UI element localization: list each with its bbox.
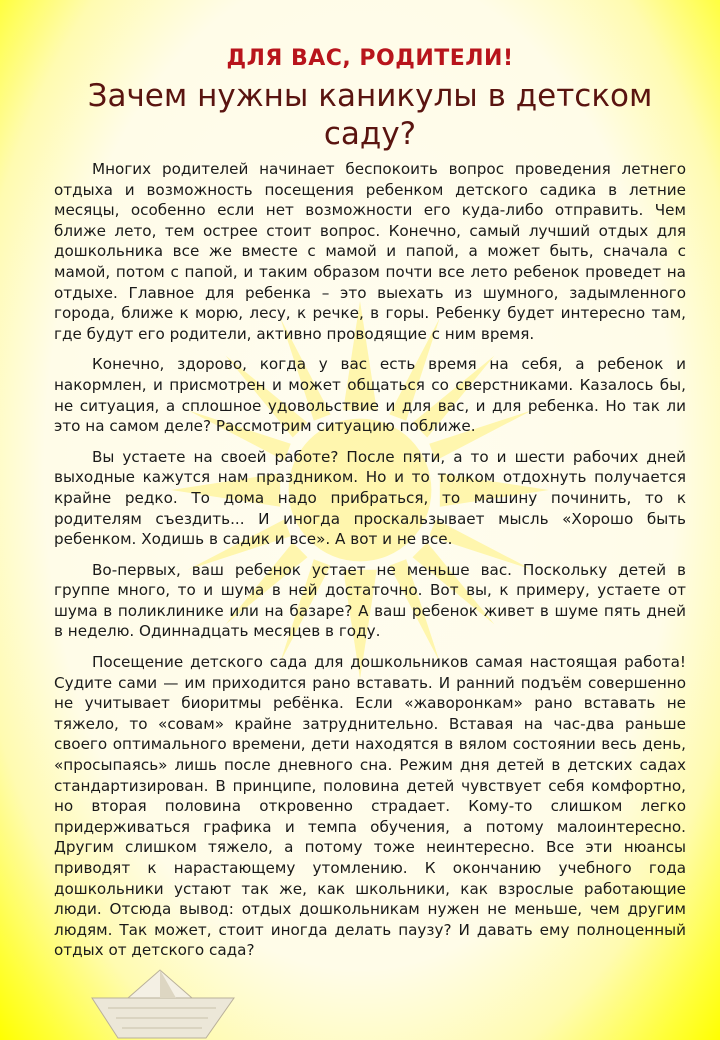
paragraph-2: Конечно, здорово, когда у вас есть время на себя, а ребенок и накормлен, и присмотрен и может общаться со сверстниками. Казалось бы, не ситуация, а сплошное удовольствие и для вас, и для ребенка. Но так ли это на самом деле? Рассмотрим ситуацию поближе.: [54, 355, 686, 436]
paragraph-3: Вы устаете на своей работе? После пяти, а то и шести рабочих дней выходные кажутся нам праздником. Но и то толком отдохнуть получается крайне редко. То дома надо прибраться, то машину починить, то к родителям съездить... И иногда проскальзывает мысль «Хорошо быть ребенком. Ходишь в садик и все». А вот и не все.: [54, 447, 686, 549]
paragraph-4: Во-первых, ваш ребенок устает не меньше вас. Поскольку детей в группе много, то и шума в ней достаточно. Вот вы, к примеру, устаете от шума в поликлинике или на базаре? А ваш ребенок живет в шуме пять дней в неделю. Одиннадцать месяцев в году.: [54, 560, 686, 641]
paper-boat-icon: [88, 968, 238, 1040]
section-kicker: ДЛЯ ВАС, РОДИТЕЛИ!: [226, 46, 514, 71]
article-title: Зачем нужны каникулы в детском саду?: [87, 78, 653, 152]
article: [54, 46, 686, 971]
paragraph-1: Многих родителей начинает беспокоить вопрос проведения летнего отдыха и возможность посещения ребенком детского садика в летние месяцы, особенно если нет возможности его куда-либо отправить. Чем ближе лето, тем острее стоит вопрос. Конечно, самый лучший отдых для дошкольника все же вместе с мамой и папой, а может быть, сначала с мамой, потом с папой, и таким образом почти все лето ребенок проведет на отдыхе. Главное для ребенка – это выехать из шумного, задымленного города, ближе к морю, лесу, к речке, в горы. Ребенку будет интересно там, где будут его родители, активно проводящие с ним время.: [54, 160, 686, 343]
paragraph-5: Посещение детского сада для дошкольников самая настоящая работа! Судите сами — им приходится рано вставать. И ранний подъём совершенно не учитывает биоритмы ребёнка. Если «жаворонкам» рано вставать не тяжело, то «совам» крайне затруднительно. Вставая на час-два раньше своего оптимального времени, дети находятся в вялом состоянии весь день, «просыпаясь» лишь после дневного сна. Режим дня детей в детских садах стандартизирован. В принципе, половина детей чувствует себя комфортно, но вторая половина откровенно страдает. Кому-то слишком легко придерживаться графика и темпа обучения, а потому малоинтересно. Другим слишком тяжело, а потому тоже неинтересно. Все эти нюансы приводят к нарастающему утомлению. К окончанию учебного года дошкольники устают так же, как школьники, как взрослые работающие люди. Отсюда вывод: отдых дошкольникам нужен не меньше, чем другим людям. Так может, стоит иногда делать паузу? И давать ему полноценный отдых от детского сада?: [54, 653, 686, 960]
